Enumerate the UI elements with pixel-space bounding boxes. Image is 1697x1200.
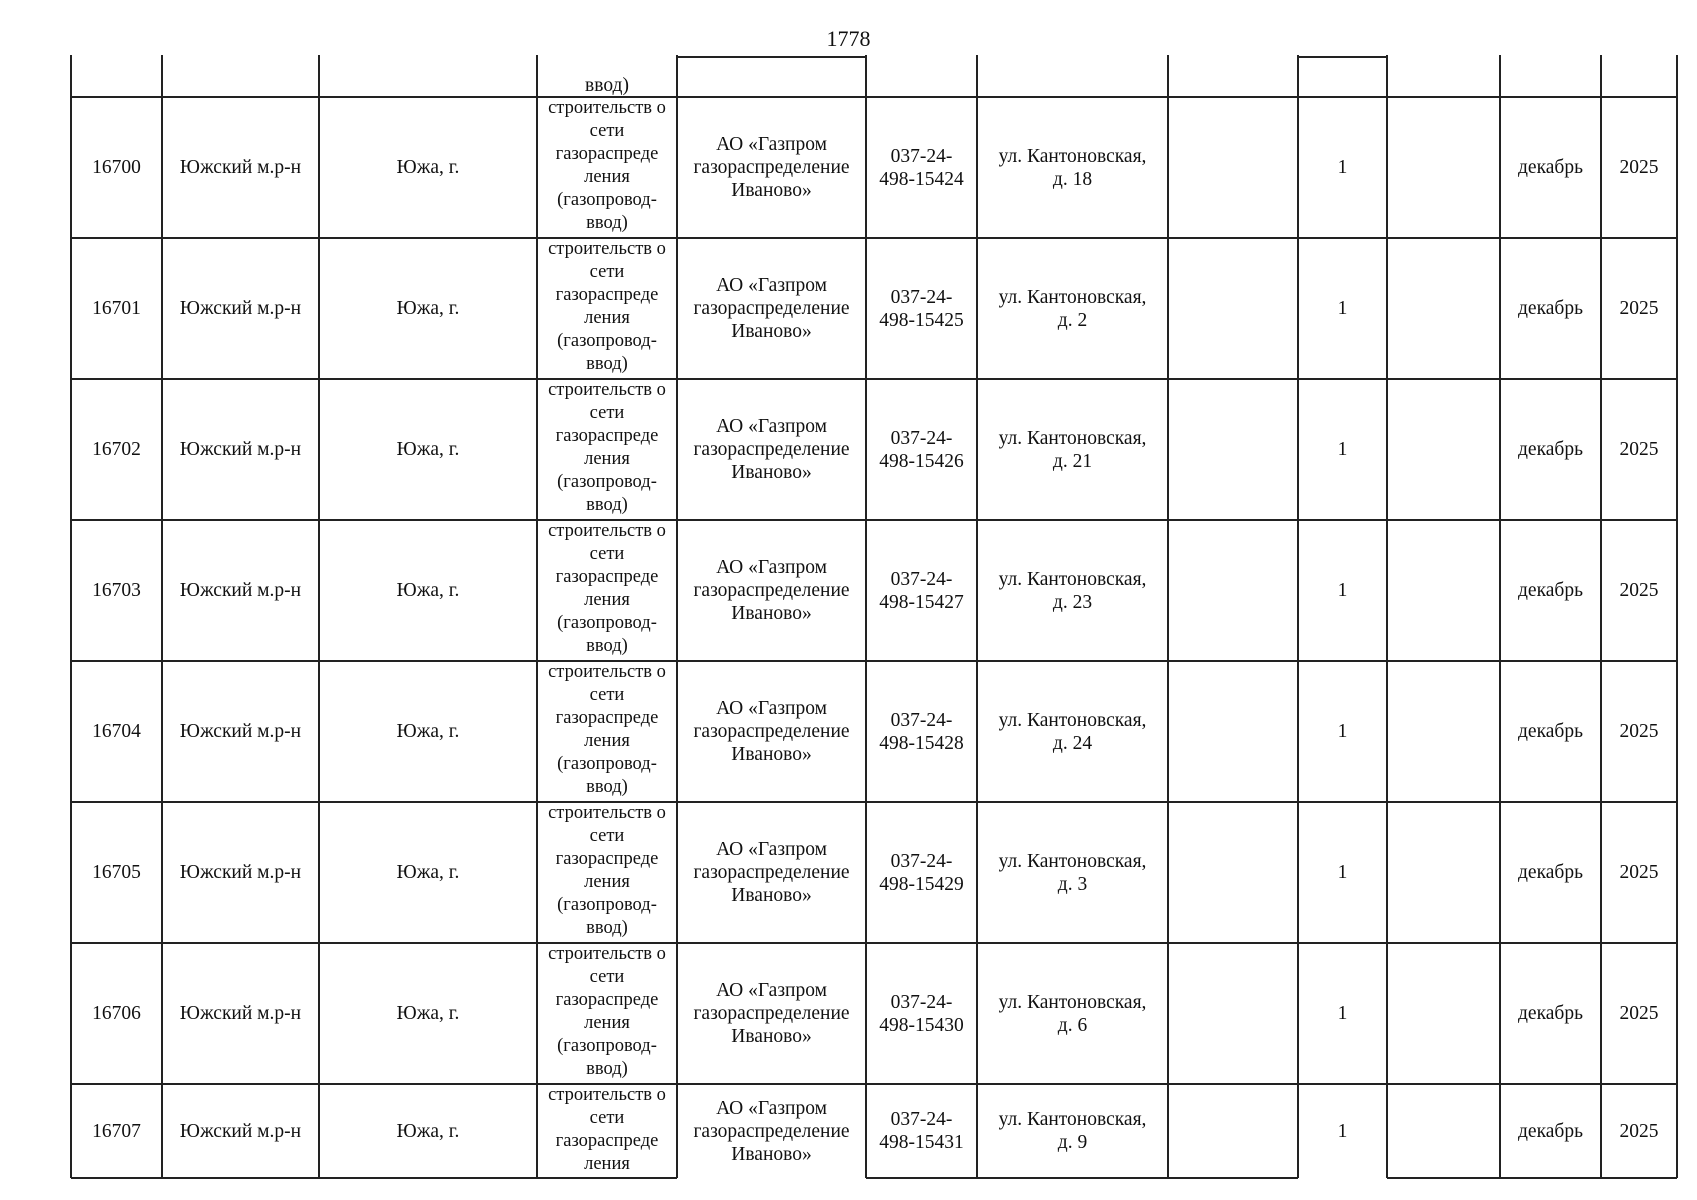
row-address-cell: ул. Кантоновская, д. 9	[998, 1109, 1147, 1153]
row-district-cell: Южский м.р-н	[179, 439, 302, 460]
row-settlement-cell: Южа, г.	[396, 1003, 460, 1024]
table-rule	[866, 1177, 1298, 1179]
row-quantity-cell: 1	[1337, 439, 1348, 460]
row-year-cell: 2025	[1619, 157, 1659, 178]
row-settlement-cell: Южа, г.	[396, 862, 460, 883]
table-rule	[677, 56, 866, 58]
row-address-cell: ул. Кантоновская, д. 23	[998, 568, 1147, 613]
row-district-cell: Южский м.р-н	[179, 580, 302, 601]
row-work_type-cell: строительств о сети газораспреде ления (газопровод-ввод)	[548, 662, 666, 797]
row-settlement-cell: Южа, г.	[396, 298, 460, 319]
row-number-cell: 16701	[92, 298, 141, 319]
row-year-cell: 2025	[1619, 862, 1659, 883]
row-organization-cell: АО «Газпром газораспределение Иваново»	[693, 416, 850, 483]
row-number-cell: 16702	[92, 439, 141, 460]
row-settlement-cell: Южа, г.	[396, 721, 460, 742]
row-quantity-cell: 1	[1337, 580, 1348, 601]
row-code-cell: 037-24-498-15426	[879, 427, 964, 472]
row-settlement-cell: Южа, г.	[396, 157, 460, 178]
row-code-cell: 037-24-498-15427	[879, 568, 964, 613]
row-code-cell: 037-24-498-15431	[879, 1109, 964, 1153]
row-work_type-cell: строительств о сети газораспреде ления (газопровод-ввод)	[548, 521, 666, 656]
row-month-cell: декабрь	[1518, 439, 1583, 460]
table-rule	[976, 55, 978, 1178]
table-rule	[1499, 55, 1501, 1178]
table-rule	[71, 519, 1677, 521]
row-year-cell: 2025	[1619, 298, 1659, 319]
row-organization-cell: АО «Газпром газораспределение Иваново»	[693, 134, 850, 201]
table-rule	[865, 55, 867, 1178]
table-rule	[161, 55, 163, 1178]
table-rule	[71, 237, 1677, 239]
table-rule	[71, 942, 1677, 944]
row-year-cell: 2025	[1619, 580, 1659, 601]
row-settlement-cell: Южа, г.	[396, 439, 460, 460]
row-quantity-cell: 1	[1337, 721, 1348, 742]
row-code-cell: 037-24-498-15429	[879, 850, 964, 895]
table-rule	[1386, 55, 1388, 1178]
row-number-cell: 16707	[92, 1120, 141, 1142]
table-rule	[1387, 1177, 1677, 1179]
row-address-cell: ул. Кантоновская, д. 6	[998, 991, 1147, 1036]
page-number: 1778	[826, 26, 871, 51]
row-year-cell: 2025	[1619, 1003, 1659, 1024]
row-number-cell: 16700	[92, 157, 141, 178]
row-work_type-cell: строительств о сети газораспреде ления (газопровод-ввод)	[548, 803, 666, 938]
row-month-cell: декабрь	[1518, 1120, 1583, 1142]
row-year-cell: 2025	[1619, 1120, 1659, 1142]
row-month-cell: декабрь	[1518, 721, 1583, 742]
row-quantity-cell: 1	[1337, 1120, 1348, 1142]
row-address-cell: ул. Кантоновская, д. 24	[998, 709, 1147, 754]
row-district-cell: Южский м.р-н	[179, 1003, 302, 1024]
table-rule	[1167, 55, 1169, 1178]
table-rule	[536, 55, 538, 1178]
row-work_type-cell: строительств о сети газораспреде ления	[548, 1085, 666, 1174]
row-quantity-cell: 1	[1337, 298, 1348, 319]
table-rule	[71, 96, 1677, 98]
row-number-cell: 16704	[92, 721, 141, 742]
continued-work-type-cell: ввод)	[585, 75, 629, 96]
row-district-cell: Южский м.р-н	[179, 157, 302, 178]
row-organization-cell: АО «Газпром газораспределение Иваново»	[693, 698, 850, 765]
table-rule	[71, 801, 1677, 803]
table-rule	[676, 55, 678, 1178]
row-address-cell: ул. Кантоновская, д. 18	[998, 145, 1147, 190]
row-number-cell: 16703	[92, 580, 141, 601]
table-rule	[1298, 56, 1387, 58]
row-number-cell: 16706	[92, 1003, 141, 1024]
row-work_type-cell: строительств о сети газораспреде ления (газопровод-ввод)	[548, 98, 666, 233]
row-district-cell: Южский м.р-н	[179, 298, 302, 319]
row-work_type-cell: строительств о сети газораспреде ления (газопровод-ввод)	[548, 239, 666, 374]
table-rule	[71, 378, 1677, 380]
row-code-cell: 037-24-498-15424	[879, 145, 964, 190]
table-rule	[71, 660, 1677, 662]
row-work_type-cell: строительств о сети газораспреде ления (газопровод-ввод)	[548, 380, 666, 515]
row-address-cell: ул. Кантоновская, д. 3	[998, 850, 1147, 895]
row-month-cell: декабрь	[1518, 157, 1583, 178]
row-month-cell: декабрь	[1518, 298, 1583, 319]
row-organization-cell: АО «Газпром газораспределение Иваново»	[693, 275, 850, 342]
row-code-cell: 037-24-498-15425	[879, 286, 964, 331]
row-organization-cell: АО «Газпром газораспределение Иваново»	[693, 839, 850, 906]
table-rule	[71, 1083, 1677, 1085]
row-number-cell: 16705	[92, 862, 141, 883]
row-district-cell: Южский м.р-н	[179, 862, 302, 883]
table-rule	[1676, 55, 1678, 1178]
row-month-cell: декабрь	[1518, 862, 1583, 883]
row-district-cell: Южский м.р-н	[179, 1120, 302, 1142]
row-work_type-cell: строительств о сети газораспреде ления (газопровод-ввод)	[548, 944, 666, 1079]
row-year-cell: 2025	[1619, 439, 1659, 460]
table-rule	[1297, 55, 1299, 1178]
row-address-cell: ул. Кантоновская, д. 21	[998, 427, 1147, 472]
row-year-cell: 2025	[1619, 721, 1659, 742]
row-code-cell: 037-24-498-15428	[879, 709, 964, 754]
row-address-cell: ул. Кантоновская, д. 2	[998, 286, 1147, 331]
row-organization-cell: АО «Газпром газораспределение Иваново»	[693, 557, 850, 624]
row-organization-cell: АО «Газпром газораспределение Иваново»	[693, 980, 850, 1047]
row-quantity-cell: 1	[1337, 157, 1348, 178]
row-district-cell: Южский м.р-н	[179, 721, 302, 742]
table-rule	[1600, 55, 1602, 1178]
table-rule	[70, 55, 72, 1178]
data-table	[71, 55, 1667, 1175]
row-settlement-cell: Южа, г.	[396, 580, 460, 601]
row-quantity-cell: 1	[1337, 1003, 1348, 1024]
row-code-cell: 037-24-498-15430	[879, 991, 964, 1036]
row-month-cell: декабрь	[1518, 1003, 1583, 1024]
row-quantity-cell: 1	[1337, 862, 1348, 883]
row-organization-cell: АО «Газпром газораспределение Иваново»	[693, 1097, 850, 1165]
table-rule	[318, 55, 320, 1178]
row-settlement-cell: Южа, г.	[396, 1120, 460, 1142]
row-month-cell: декабрь	[1518, 580, 1583, 601]
